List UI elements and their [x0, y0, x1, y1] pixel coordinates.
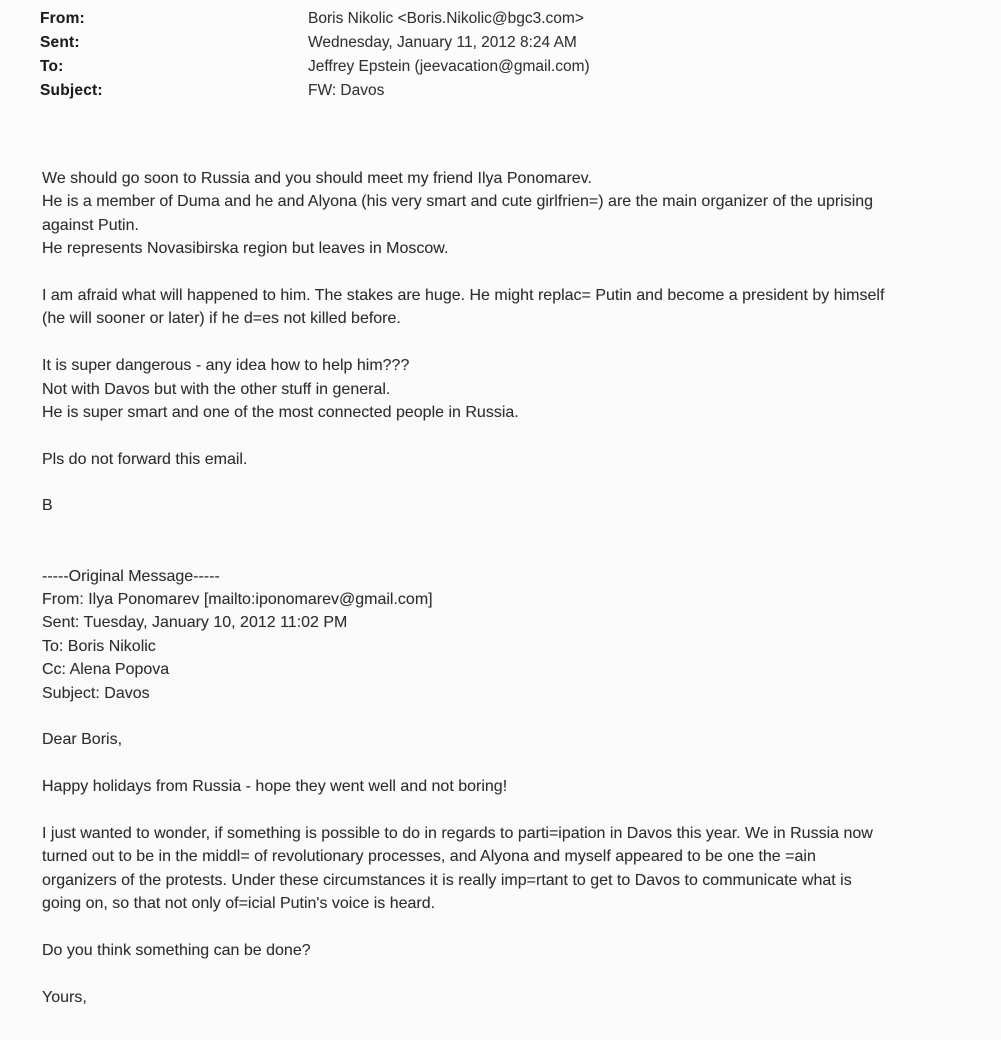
header-row-subject	[40, 79, 1001, 103]
body-line: Dear Boris,	[42, 731, 123, 749]
to-value: Jeffrey Epstein (jeevacation@gmail.com)	[308, 58, 590, 75]
body-line	[42, 752, 981, 775]
to-label: To:	[40, 58, 64, 75]
body-line: Sent: Tuesday, January 10, 2012 11:02 PM	[42, 614, 348, 632]
from-value: Boris Nikolic <Boris.Nikolic@bgc3.com>	[308, 10, 584, 27]
body-line: Do you think something can be done?	[42, 941, 311, 959]
subject-label: Subject:	[40, 82, 103, 99]
email-body	[0, 167, 1001, 1009]
body-line: From: Ilya Ponomarev [mailto:iponomarev@gmail.com]	[42, 591, 433, 609]
body-line: He represents Novasibirska region but leaves in Moscow.	[42, 240, 449, 258]
body-line: It is super dangerous - any idea how to help him???	[42, 357, 410, 375]
body-line	[42, 962, 981, 985]
body-line: Subject: Davos	[42, 684, 150, 702]
body-line	[42, 331, 981, 354]
body-line	[42, 261, 981, 284]
body-line: Happy holidays from Russia - hope they went well and not boring!	[42, 778, 508, 796]
body-line: Not with Davos but with the other stuff in general.	[42, 380, 391, 398]
body-line: He is a member of Duma and he and Alyona (his very smart and cute girlfrien=) are the main organizer of the uprising	[42, 193, 874, 211]
body-line	[42, 705, 981, 728]
body-line	[42, 424, 981, 447]
body-line: To: Boris Nikolic	[42, 637, 156, 655]
body-line	[42, 541, 981, 564]
body-line: against Putin.	[42, 216, 139, 234]
body-line: B	[42, 497, 53, 515]
header-row-sent	[40, 31, 1001, 55]
from-label: From:	[40, 10, 85, 27]
sent-label: Sent:	[40, 34, 80, 51]
body-line: (he will sooner or later) if he d=es not killed before.	[42, 310, 401, 328]
body-line: Yours,	[42, 988, 87, 1006]
sent-value: Wednesday, January 11, 2012 8:24 AM	[308, 34, 577, 51]
body-line: organizers of the protests. Under these circumstances it is really imp=rtant to get to Davos to communicate what is	[42, 871, 852, 889]
header-row-from	[40, 7, 1001, 31]
body-line: I am afraid what will happened to him. The stakes are huge. He might replac= Putin and become a president by himself	[42, 286, 885, 304]
body-line: He is super smart and one of the most connected people in Russia.	[42, 403, 519, 421]
body-line	[42, 799, 981, 822]
body-line	[42, 471, 981, 494]
body-line: -----Original Message-----	[42, 567, 220, 585]
body-line: Cc: Alena Popova	[42, 661, 170, 679]
body-line: Pls do not forward this email.	[42, 450, 248, 468]
email-header	[0, 0, 1001, 103]
body-line: I just wanted to wonder, if something is possible to do in regards to parti=ipation in Davos this year. We in Russia now	[42, 824, 873, 842]
body-line	[42, 916, 981, 939]
subject-value: FW: Davos	[308, 82, 385, 99]
body-line: We should go soon to Russia and you should meet my friend Ilya Ponomarev.	[42, 170, 592, 187]
body-line	[42, 518, 981, 541]
body-line: turned out to be in the middl= of revolutionary processes, and Alyona and myself appeared to be one the =ain	[42, 848, 816, 866]
header-row-to	[40, 55, 1001, 79]
body-line: going on, so that not only of=icial Putin's voice is heard.	[42, 895, 436, 913]
